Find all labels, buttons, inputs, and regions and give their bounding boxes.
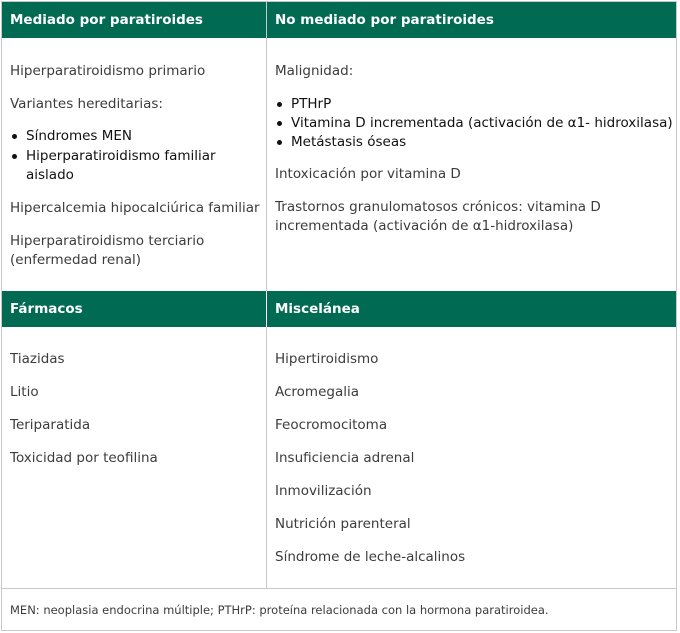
q1-bullet-familial-isolated-cont: aislado	[26, 167, 74, 183]
q4-item-adrenal-insufficiency: Insuficiencia adrenal	[275, 450, 415, 466]
q4-item-parenteral-nutrition: Nutrición parenteral	[275, 516, 411, 532]
q2-granulomatous-disorders: Trastornos granulomatosos crónicos: vitamina D	[275, 199, 601, 215]
q3-item-lithium: Litio	[10, 384, 39, 400]
q1-tertiary-hyperparathyroidism-cont: (enfermedad renal)	[10, 252, 142, 268]
q1-hereditary-variants: Variantes hereditarias:	[10, 96, 163, 112]
q4-item-milk-alkali-syndrome: Síndrome de leche-alcalinos	[275, 549, 466, 565]
header-non-parathyroid-mediated: No mediado por paratiroides	[267, 2, 676, 38]
q3-item-theophylline-toxicity: Toxicidad por teofilina	[10, 450, 158, 466]
header-drugs: Fármacos	[2, 291, 266, 327]
q4-item-hyperthyroidism: Hipertiroidismo	[275, 351, 379, 367]
q2-malignancy: Malignidad:	[275, 63, 354, 79]
footnote: MEN: neoplasia endocrina múltiple; PTHrP: proteína relacionada con la hormona paratiroidea.	[10, 603, 549, 617]
q1-familial-hypocalciuric-hypercalcemia: Hipercalcemia hipocalciúrica familiar	[10, 200, 260, 216]
q1-primary-hyperparathyroidism: Hiperparatiroidismo primario	[10, 63, 206, 79]
header-parathyroid-mediated: Mediado por paratiroides	[2, 2, 266, 38]
q3-item-thiazides: Tiazidas	[10, 351, 65, 367]
q2-bullet-vitamin-d: Vitamina D incrementada (activación de α1- hidroxilasa)	[291, 115, 673, 131]
q3-item-teriparatide: Teriparatida	[10, 417, 91, 433]
column-divider-bottom	[266, 327, 267, 588]
footnote-divider	[2, 588, 676, 589]
q2-bullet-bone-metastases: Metástasis óseas	[291, 134, 407, 150]
q4-item-immobilization: Inmovilización	[275, 483, 372, 499]
q2-vitamin-d-intoxication: Intoxicación por vitamina D	[275, 166, 461, 182]
q1-tertiary-hyperparathyroidism: Hiperparatiroidismo terciario	[10, 233, 205, 249]
column-divider-top	[266, 2, 267, 291]
q1-bullet-men-syndromes: Síndromes MEN	[26, 128, 133, 144]
q2-bullet-pthrp: PTHrP	[291, 96, 332, 112]
header-miscellaneous: Miscelánea	[267, 291, 676, 327]
q2-granulomatous-disorders-cont: incrementada (activación de α1-hidroxilasa)	[275, 218, 574, 234]
hypercalcemia-causes-table	[1, 1, 677, 631]
q1-bullet-familial-isolated: Hiperparatiroidismo familiar	[26, 148, 216, 164]
q4-item-acromegaly: Acromegalia	[275, 384, 360, 400]
q4-item-pheochromocytoma: Feocromocitoma	[275, 417, 388, 433]
